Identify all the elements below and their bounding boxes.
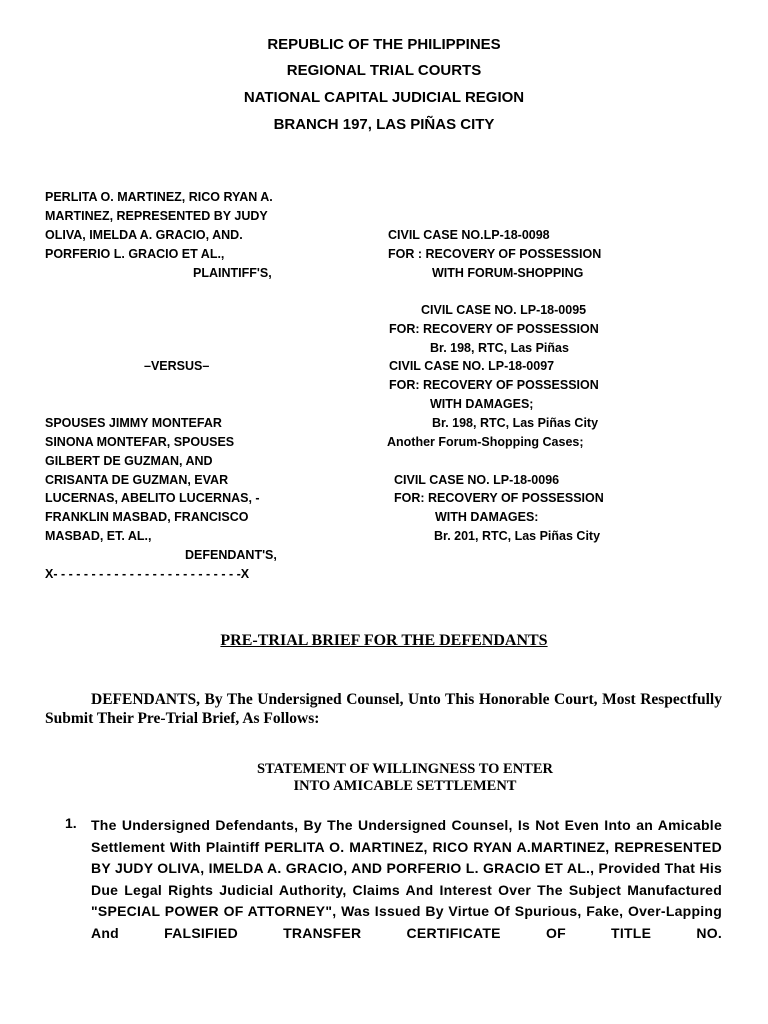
section-heading-line-1: STATEMENT OF WILLINGNESS TO ENTER [256,761,553,777]
header-region: NATIONAL CAPITAL JUDICIAL REGION [243,89,525,106]
defendants-line-6: FRANKLIN MASBAD, FRANCISCO [45,510,249,524]
defendants-line-7: MASBAD, ET. AL., [45,529,152,543]
case2-for: FOR: RECOVERY OF POSSESSION [389,322,599,336]
defendants-line-1: SPOUSES JIMMY MONTEFAR [45,416,222,430]
case2-branch: Br. 198, RTC, Las Piñas [430,341,569,355]
plaintiffs-line-1: PERLITA O. MARTINEZ, RICO RYAN A. [45,190,273,204]
case3-detail: WITH DAMAGES; [430,397,534,411]
case3-branch: Br. 198, RTC, Las Piñas City [432,416,599,430]
defendants-line-4: CRISANTA DE GUZMAN, EVAR [45,473,229,487]
case3-for: FOR: RECOVERY OF POSSESSION [389,378,599,392]
case1-detail: WITH FORUM-SHOPPING [432,266,584,280]
plaintiffs-line-3: OLIVA, IMELDA A. GRACIO, AND. [45,228,243,242]
case1-for: FOR : RECOVERY OF POSSESSION [388,247,602,261]
defendants-line-2: SINONA MONTEFAR, SPOUSES [45,435,235,449]
case4-number: CIVIL CASE NO. LP-18-0096 [394,473,560,487]
case2-number: CIVIL CASE NO. LP-18-0095 [421,303,587,317]
plaintiffs-line-2: MARTINEZ, REPRESENTED BY JUDY [45,209,268,223]
case1-number: CIVIL CASE NO.LP-18-0098 [388,228,550,242]
item-1-text: The Undersigned Defendants, By The Undersigned Counsel, Is Not Even Into an Amicable Settlement With Plaintiff PERLITA O. MARTINEZ, RICO RYAN A.MARTINEZ, REPRESENTED BY JUDY OLIVA, IMELDA A. GRACIO, AND PORFERIO L. GRACIO ET AL., Provided That His Due Legal Rights Judicial Authority, Claims And Interest Over The Subject Manufactured "SPECIAL POWER OF ATTORNEY", Was Issued By Virtue Of Spurious, Fake, Over-Lapping And FALSIFIED TRANSFER CERTIFICATE OF TITLE NO. [91,817,722,941]
defendants-line-3: GILBERT DE GUZMAN, AND [45,454,213,468]
document-title: PRE-TRIAL BRIEF FOR THE DEFENDANTS [220,632,548,649]
case3-number: CIVIL CASE NO. LP-18-0097 [389,359,555,373]
intro-paragraph: DEFENDANTS, By The Undersigned Counsel, Unto This Honorable Court, Most Respectfully Submit Their Pre-Trial Brief, As Follows: [45,691,722,727]
defendants-line-5: LUCERNAS, ABELITO LUCERNAS, - [45,491,260,505]
case3-note: Another Forum-Shopping Cases; [387,435,584,449]
caption-separator: X- - - - - - - - - - - - - - - - - - - - - - - - -X [45,567,250,581]
header-branch: BRANCH 197, LAS PIÑAS CITY [273,116,495,133]
plaintiffs-line-4: PORFERIO L. GRACIO ET AL., [45,247,225,261]
header-court: REGIONAL TRIAL COURTS [286,62,482,79]
case4-branch: Br. 201, RTC, Las Piñas City [434,529,601,543]
header-republic: REPUBLIC OF THE PHILIPPINES [267,36,501,53]
case4-detail: WITH DAMAGES: [435,510,539,524]
versus: –VERSUS– [144,359,210,373]
defendants-role: DEFENDANT'S, [185,548,277,562]
item-1-number: 1. [65,815,77,831]
section-heading-line-2: INTO AMICABLE SETTLEMENT [293,778,517,794]
plaintiffs-role: PLAINTIFF'S, [193,266,272,280]
case4-for: FOR: RECOVERY OF POSSESSION [394,491,604,505]
